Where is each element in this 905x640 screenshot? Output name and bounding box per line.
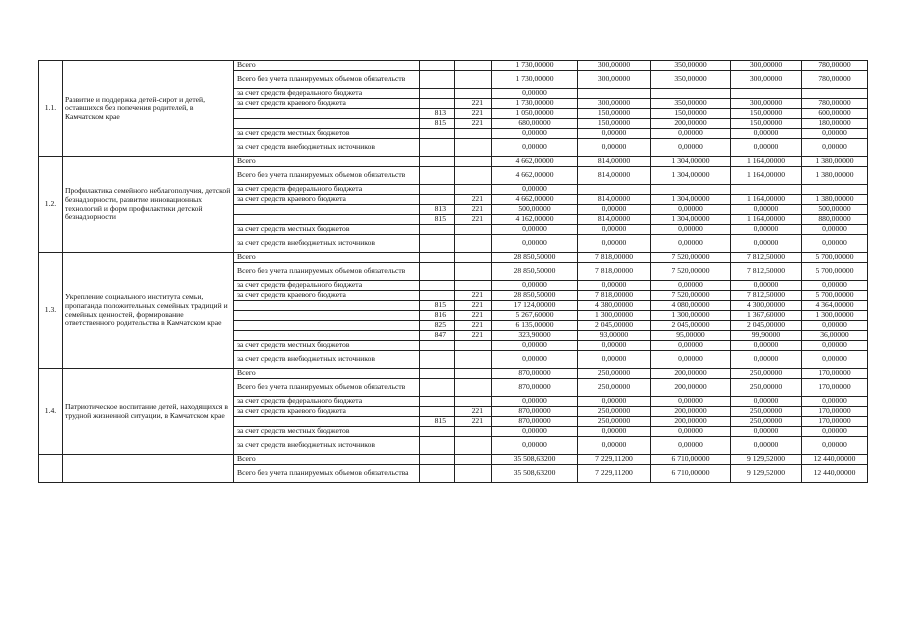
amount-cell: 7 812,50000: [731, 291, 802, 301]
section-code: [455, 235, 492, 253]
amount-cell: 0,00000: [802, 281, 868, 291]
amount-cell: 0,00000: [731, 351, 802, 369]
funding-source-label: за счет средств федерального бюджета: [234, 89, 420, 99]
amount-cell: 600,00000: [802, 109, 868, 119]
section-code: [455, 437, 492, 455]
table-row: [39, 253, 868, 263]
amount-cell: 814,00000: [578, 195, 651, 205]
amount-cell: 0,00000: [802, 427, 868, 437]
grbs-code: [420, 397, 455, 407]
section-code: [455, 465, 492, 483]
amount-cell: 0,00000: [651, 205, 731, 215]
amount-cell: 0,00000: [802, 351, 868, 369]
funding-source-label: Всего без учета планируемых объемов обязательств: [234, 263, 420, 281]
amount-cell: 170,00000: [802, 407, 868, 417]
amount-cell: 150,00000: [731, 119, 802, 129]
funding-source-label: за счет средств местных бюджетов: [234, 427, 420, 437]
amount-cell: 814,00000: [578, 215, 651, 225]
funding-source-label: за счет средств краевого бюджета: [234, 195, 420, 205]
amount-cell: [651, 89, 731, 99]
amount-cell: 0,00000: [802, 139, 868, 157]
amount-cell: 1 380,00000: [802, 195, 868, 205]
amount-cell: 0,00000: [651, 129, 731, 139]
amount-cell: 0,00000: [492, 139, 578, 157]
table-row: [39, 455, 868, 465]
section-code: [455, 167, 492, 185]
table-body: [39, 61, 868, 483]
grbs-code: [420, 455, 455, 465]
grbs-code: [420, 89, 455, 99]
amount-cell: 0,00000: [578, 427, 651, 437]
funding-source-label: за счет средств местных бюджетов: [234, 129, 420, 139]
amount-cell: 200,00000: [651, 417, 731, 427]
amount-cell: 0,00000: [578, 225, 651, 235]
amount-cell: 28 850,50000: [492, 253, 578, 263]
grbs-code: 847: [420, 331, 455, 341]
funding-source-label: за счет средств краевого бюджета: [234, 99, 420, 109]
amount-cell: 0,00000: [578, 235, 651, 253]
funding-source-label: Всего без учета планируемых объемов обязательств: [234, 71, 420, 89]
amount-cell: 0,00000: [802, 129, 868, 139]
grbs-code: [420, 185, 455, 195]
grbs-code: 815: [420, 215, 455, 225]
amount-cell: 6 710,00000: [651, 465, 731, 483]
amount-cell: 4 380,00000: [578, 301, 651, 311]
grbs-code: [420, 167, 455, 185]
grbs-code: [420, 71, 455, 89]
amount-cell: 1 730,00000: [492, 71, 578, 89]
section-code: [455, 129, 492, 139]
grbs-code: [420, 129, 455, 139]
amount-cell: 1 730,00000: [492, 61, 578, 71]
grbs-code: 815: [420, 301, 455, 311]
amount-cell: 250,00000: [578, 379, 651, 397]
section-code: [455, 455, 492, 465]
amount-cell: 0,00000: [802, 225, 868, 235]
section-code: [455, 379, 492, 397]
amount-cell: 1 380,00000: [802, 167, 868, 185]
section-number: 1.2.: [39, 157, 63, 253]
amount-cell: 200,00000: [651, 369, 731, 379]
section-code: 221: [455, 311, 492, 321]
amount-cell: 0,00000: [731, 139, 802, 157]
amount-cell: 0,00000: [731, 225, 802, 235]
funding-source-label: [234, 311, 420, 321]
amount-cell: 1 164,00000: [731, 215, 802, 225]
amount-cell: 1 304,00000: [651, 195, 731, 205]
amount-cell: 7 812,50000: [731, 253, 802, 263]
amount-cell: 4 162,00000: [492, 215, 578, 225]
section-code: [455, 341, 492, 351]
amount-cell: 0,00000: [802, 397, 868, 407]
grbs-code: [420, 195, 455, 205]
amount-cell: [802, 185, 868, 195]
amount-cell: 7 818,00000: [578, 253, 651, 263]
section-code: 221: [455, 321, 492, 331]
section-number: 1.3.: [39, 253, 63, 369]
amount-cell: 0,00000: [731, 437, 802, 455]
amount-cell: 7 229,11200: [578, 455, 651, 465]
amount-cell: 170,00000: [802, 369, 868, 379]
amount-cell: 7 812,50000: [731, 263, 802, 281]
amount-cell: 0,00000: [651, 281, 731, 291]
amount-cell: 12 440,00000: [802, 455, 868, 465]
amount-cell: 4 662,00000: [492, 157, 578, 167]
amount-cell: 0,00000: [651, 341, 731, 351]
amount-cell: 0,00000: [492, 185, 578, 195]
amount-cell: 0,00000: [492, 437, 578, 455]
amount-cell: 5 267,60000: [492, 311, 578, 321]
amount-cell: 0,00000: [651, 225, 731, 235]
amount-cell: 0,00000: [802, 341, 868, 351]
amount-cell: 0,00000: [492, 225, 578, 235]
section-code: [455, 157, 492, 167]
funding-source-label: [234, 119, 420, 129]
section-code: 221: [455, 407, 492, 417]
section-code: [455, 369, 492, 379]
amount-cell: 250,00000: [578, 417, 651, 427]
amount-cell: 95,00000: [651, 331, 731, 341]
funding-source-label: за счет средств внебюджетных источников: [234, 437, 420, 455]
funding-source-label: Всего без учета планируемых объемов обязательств: [234, 167, 420, 185]
amount-cell: 99,90000: [731, 331, 802, 341]
amount-cell: 200,00000: [651, 119, 731, 129]
amount-cell: 1 304,00000: [651, 167, 731, 185]
amount-cell: 9 129,52000: [731, 465, 802, 483]
grbs-code: [420, 351, 455, 369]
grbs-code: [420, 61, 455, 71]
section-code: 221: [455, 109, 492, 119]
funding-source-label: [234, 109, 420, 119]
amount-cell: 350,00000: [651, 61, 731, 71]
amount-cell: 150,00000: [651, 109, 731, 119]
amount-cell: 4 080,00000: [651, 301, 731, 311]
section-name: Патриотическое воспитание детей, находящихся в трудной жизненной ситуации, в Камчатском крае: [63, 369, 234, 455]
amount-cell: 0,00000: [731, 281, 802, 291]
amount-cell: 0,00000: [651, 427, 731, 437]
amount-cell: 7 818,00000: [578, 291, 651, 301]
amount-cell: 300,00000: [578, 99, 651, 109]
amount-cell: [651, 185, 731, 195]
funding-source-label: [234, 321, 420, 331]
funding-source-label: за счет средств местных бюджетов: [234, 341, 420, 351]
amount-cell: 0,00000: [651, 235, 731, 253]
grbs-code: 815: [420, 119, 455, 129]
table-row: [39, 157, 868, 167]
section-code: [455, 263, 492, 281]
section-number: [39, 455, 63, 483]
amount-cell: 250,00000: [731, 407, 802, 417]
funding-source-label: [234, 417, 420, 427]
funding-source-label: за счет средств федерального бюджета: [234, 397, 420, 407]
table-row: [39, 61, 868, 71]
amount-cell: 1 380,00000: [802, 157, 868, 167]
amount-cell: 1 164,00000: [731, 157, 802, 167]
grbs-code: 816: [420, 311, 455, 321]
funding-source-label: Всего: [234, 369, 420, 379]
grbs-code: [420, 281, 455, 291]
amount-cell: 350,00000: [651, 71, 731, 89]
funding-source-label: за счет средств федерального бюджета: [234, 281, 420, 291]
amount-cell: 0,00000: [731, 129, 802, 139]
grbs-code: [420, 341, 455, 351]
amount-cell: 1 050,00000: [492, 109, 578, 119]
funding-source-label: за счет средств внебюджетных источников: [234, 235, 420, 253]
grbs-code: [420, 379, 455, 397]
amount-cell: 250,00000: [578, 407, 651, 417]
grbs-code: [420, 437, 455, 455]
amount-cell: 0,00000: [651, 437, 731, 455]
amount-cell: 250,00000: [731, 417, 802, 427]
amount-cell: 5 700,00000: [802, 253, 868, 263]
amount-cell: 6 135,00000: [492, 321, 578, 331]
amount-cell: 880,00000: [802, 215, 868, 225]
funding-source-label: за счет средств федерального бюджета: [234, 185, 420, 195]
amount-cell: 150,00000: [731, 109, 802, 119]
amount-cell: 1 730,00000: [492, 99, 578, 109]
grbs-code: 815: [420, 417, 455, 427]
funding-source-label: [234, 205, 420, 215]
funding-source-label: Всего: [234, 253, 420, 263]
amount-cell: 2 045,00000: [651, 321, 731, 331]
amount-cell: 180,00000: [802, 119, 868, 129]
amount-cell: 28 850,50000: [492, 263, 578, 281]
amount-cell: 0,00000: [578, 351, 651, 369]
amount-cell: 0,00000: [578, 437, 651, 455]
document-page: [38, 60, 868, 491]
budget-table: [38, 60, 868, 483]
section-code: [455, 71, 492, 89]
section-number: 1.1.: [39, 61, 63, 157]
section-code: [455, 351, 492, 369]
amount-cell: 0,00000: [802, 321, 868, 331]
grbs-code: 813: [420, 205, 455, 215]
amount-cell: 0,00000: [578, 139, 651, 157]
amount-cell: 7 520,00000: [651, 291, 731, 301]
amount-cell: 1 304,00000: [651, 157, 731, 167]
amount-cell: 150,00000: [578, 109, 651, 119]
amount-cell: 780,00000: [802, 61, 868, 71]
amount-cell: 250,00000: [731, 369, 802, 379]
amount-cell: 300,00000: [578, 71, 651, 89]
grbs-code: [420, 157, 455, 167]
amount-cell: 35 508,63200: [492, 465, 578, 483]
amount-cell: 300,00000: [731, 71, 802, 89]
table-row: [39, 369, 868, 379]
amount-cell: [578, 185, 651, 195]
amount-cell: 4 300,00000: [731, 301, 802, 311]
amount-cell: 0,00000: [492, 235, 578, 253]
amount-cell: 0,00000: [802, 235, 868, 253]
amount-cell: 0,00000: [492, 341, 578, 351]
grbs-code: 813: [420, 109, 455, 119]
amount-cell: 1 300,00000: [578, 311, 651, 321]
section-code: [455, 185, 492, 195]
amount-cell: 17 124,00000: [492, 301, 578, 311]
amount-cell: 35 508,63200: [492, 455, 578, 465]
amount-cell: 780,00000: [802, 71, 868, 89]
section-name: Профилактика семейного неблагополучия, детской безнадзорности, развитие инновационных технологий и форм профилактики детской безнадзорности: [63, 157, 234, 253]
amount-cell: 0,00000: [492, 129, 578, 139]
section-code: [455, 225, 492, 235]
funding-source-label: [234, 331, 420, 341]
section-code: [455, 89, 492, 99]
grbs-code: [420, 465, 455, 483]
amount-cell: 93,00000: [578, 331, 651, 341]
amount-cell: 12 440,00000: [802, 465, 868, 483]
amount-cell: 4 662,00000: [492, 195, 578, 205]
amount-cell: 870,00000: [492, 369, 578, 379]
amount-cell: 300,00000: [731, 61, 802, 71]
amount-cell: 1 300,00000: [651, 311, 731, 321]
amount-cell: 0,00000: [802, 437, 868, 455]
amount-cell: [731, 89, 802, 99]
section-code: 221: [455, 119, 492, 129]
amount-cell: 1 367,60000: [731, 311, 802, 321]
section-code: [455, 427, 492, 437]
amount-cell: 7 818,00000: [578, 263, 651, 281]
amount-cell: 0,00000: [731, 427, 802, 437]
section-code: [455, 61, 492, 71]
funding-source-label: за счет средств внебюджетных источников: [234, 139, 420, 157]
section-code: 221: [455, 291, 492, 301]
amount-cell: 0,00000: [492, 427, 578, 437]
funding-source-label: за счет средств краевого бюджета: [234, 407, 420, 417]
amount-cell: 0,00000: [578, 397, 651, 407]
funding-source-label: Всего: [234, 157, 420, 167]
funding-source-label: [234, 301, 420, 311]
grbs-code: 825: [420, 321, 455, 331]
funding-source-label: Всего: [234, 455, 420, 465]
amount-cell: 0,00000: [492, 89, 578, 99]
amount-cell: 170,00000: [802, 379, 868, 397]
section-code: 221: [455, 99, 492, 109]
amount-cell: 5 700,00000: [802, 263, 868, 281]
amount-cell: 0,00000: [731, 397, 802, 407]
amount-cell: 1 300,00000: [802, 311, 868, 321]
amount-cell: 1 164,00000: [731, 195, 802, 205]
amount-cell: 0,00000: [578, 205, 651, 215]
section-code: [455, 253, 492, 263]
amount-cell: 28 850,50000: [492, 291, 578, 301]
section-code: 221: [455, 195, 492, 205]
funding-source-label: за счет средств внебюджетных источников: [234, 351, 420, 369]
amount-cell: 0,00000: [731, 235, 802, 253]
amount-cell: 0,00000: [578, 281, 651, 291]
amount-cell: 0,00000: [578, 129, 651, 139]
amount-cell: 500,00000: [492, 205, 578, 215]
section-code: [455, 281, 492, 291]
grbs-code: [420, 253, 455, 263]
amount-cell: 4 662,00000: [492, 167, 578, 185]
section-code: [455, 397, 492, 407]
section-code: 221: [455, 215, 492, 225]
section-name: Развитие и поддержка детей-сирот и детей, оставшихся без попечения родителей, в Камчатском крае: [63, 61, 234, 157]
amount-cell: 0,00000: [651, 139, 731, 157]
amount-cell: 200,00000: [651, 379, 731, 397]
amount-cell: 2 045,00000: [731, 321, 802, 331]
amount-cell: 7 229,11200: [578, 465, 651, 483]
funding-source-label: Всего: [234, 61, 420, 71]
section-code: 221: [455, 205, 492, 215]
amount-cell: 0,00000: [651, 351, 731, 369]
section-name: Укрепление социального института семьи, пропаганда положительных семейных традиций и семейных ценностей, формирование ответственного родительства в Камчатском крае: [63, 253, 234, 369]
section-name: [63, 455, 234, 483]
grbs-code: [420, 139, 455, 157]
amount-cell: 870,00000: [492, 407, 578, 417]
grbs-code: [420, 407, 455, 417]
amount-cell: 680,00000: [492, 119, 578, 129]
funding-source-label: за счет средств местных бюджетов: [234, 225, 420, 235]
amount-cell: 500,00000: [802, 205, 868, 215]
amount-cell: 323,90000: [492, 331, 578, 341]
grbs-code: [420, 427, 455, 437]
amount-cell: 0,00000: [578, 341, 651, 351]
amount-cell: 0,00000: [731, 341, 802, 351]
grbs-code: [420, 99, 455, 109]
amount-cell: [578, 89, 651, 99]
amount-cell: 5 700,00000: [802, 291, 868, 301]
amount-cell: 170,00000: [802, 417, 868, 427]
section-number: 1.4.: [39, 369, 63, 455]
section-code: 221: [455, 301, 492, 311]
funding-source-label: Всего без учета планируемых объемов обязательства: [234, 465, 420, 483]
amount-cell: 7 520,00000: [651, 253, 731, 263]
amount-cell: 0,00000: [492, 397, 578, 407]
amount-cell: 814,00000: [578, 167, 651, 185]
funding-source-label: [234, 215, 420, 225]
grbs-code: [420, 235, 455, 253]
grbs-code: [420, 291, 455, 301]
amount-cell: 9 129,52000: [731, 455, 802, 465]
amount-cell: 150,00000: [578, 119, 651, 129]
amount-cell: 300,00000: [731, 99, 802, 109]
amount-cell: 1 164,00000: [731, 167, 802, 185]
amount-cell: 1 304,00000: [651, 215, 731, 225]
amount-cell: 350,00000: [651, 99, 731, 109]
amount-cell: [731, 185, 802, 195]
section-code: 221: [455, 417, 492, 427]
amount-cell: 2 045,00000: [578, 321, 651, 331]
grbs-code: [420, 225, 455, 235]
amount-cell: 6 710,00000: [651, 455, 731, 465]
amount-cell: 780,00000: [802, 99, 868, 109]
amount-cell: 870,00000: [492, 417, 578, 427]
section-code: [455, 139, 492, 157]
funding-source-label: Всего без учета планируемых объемов обязательств: [234, 379, 420, 397]
amount-cell: 7 520,00000: [651, 263, 731, 281]
grbs-code: [420, 369, 455, 379]
amount-cell: 36,00000: [802, 331, 868, 341]
amount-cell: 814,00000: [578, 157, 651, 167]
amount-cell: 250,00000: [578, 369, 651, 379]
grbs-code: [420, 263, 455, 281]
amount-cell: 4 364,00000: [802, 301, 868, 311]
amount-cell: [802, 89, 868, 99]
funding-source-label: за счет средств краевого бюджета: [234, 291, 420, 301]
amount-cell: 870,00000: [492, 379, 578, 397]
amount-cell: 300,00000: [578, 61, 651, 71]
amount-cell: 0,00000: [492, 351, 578, 369]
amount-cell: 200,00000: [651, 407, 731, 417]
amount-cell: 250,00000: [731, 379, 802, 397]
amount-cell: 0,00000: [731, 205, 802, 215]
section-code: 221: [455, 331, 492, 341]
amount-cell: 0,00000: [651, 397, 731, 407]
amount-cell: 0,00000: [492, 281, 578, 291]
